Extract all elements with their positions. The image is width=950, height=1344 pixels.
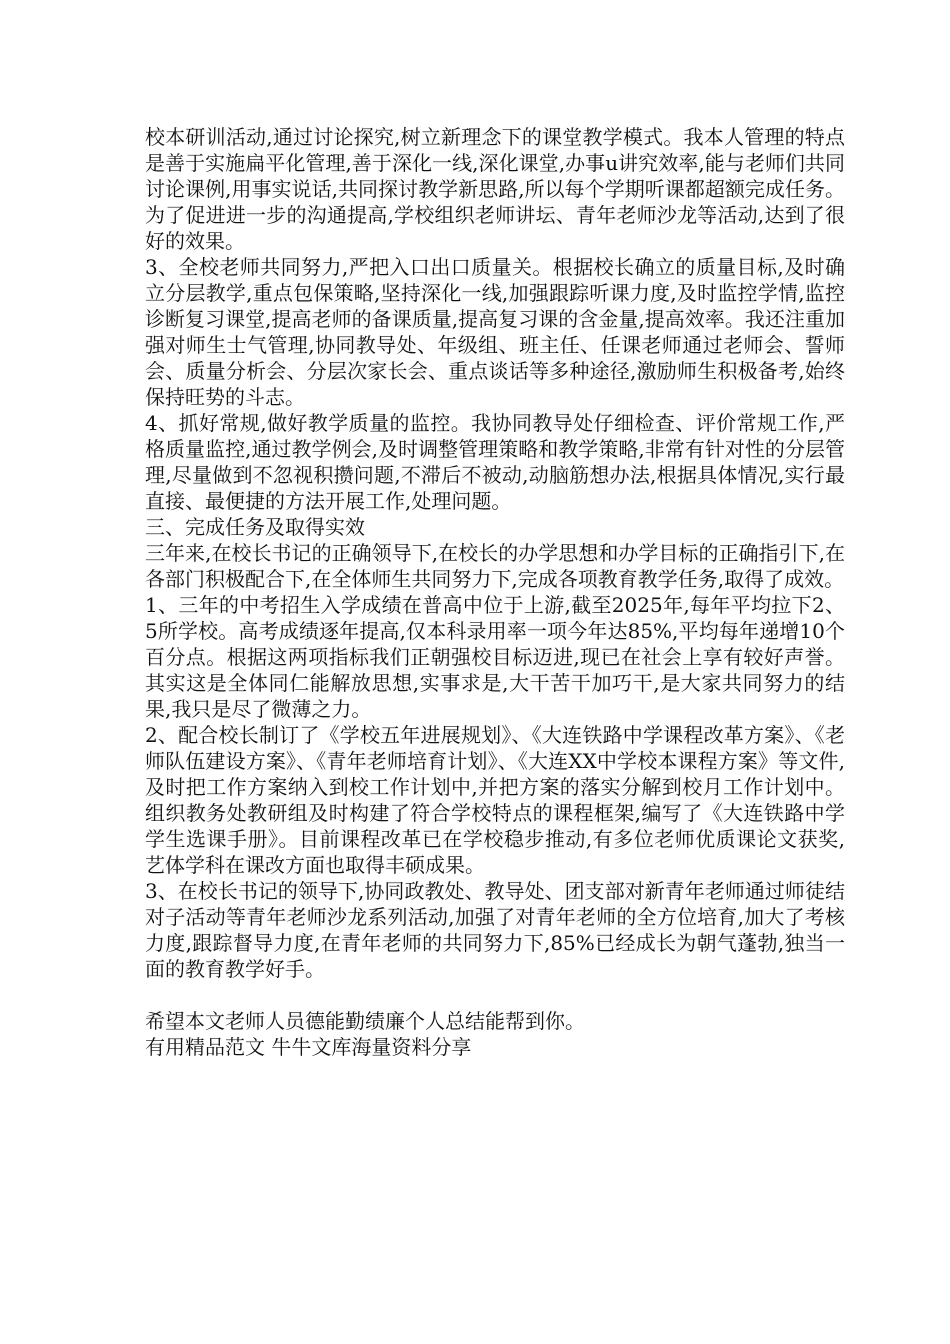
paragraph-exam-results: 1、三年的中考招生入学成绩在普高中位于上游,截至2025年,每年平均拉下2、5所学校。高考成绩逐年提高,仅本科录用率一项今年达85%,平均每年递增10个百分点。根据这两项指标我们正朝强校目标迈进,现已在社会上享有较好声誉。其实这是全体同仁能解放思想,实事求是,大干苦干加巧干,是大家共同努力的结果,我只是尽了微薄之力。 (145, 593, 845, 721)
paragraph-curriculum-reform: 2、配合校长制订了《学校五年进展规划》、《大连铁路中学课程改革方案》、《老师队伍建设方案》、《青年老师培育计划》、《大连XX中学校本课程方案》等文件,及时把工作方案纳入到校工作计划中,并把方案的落实分解到校月工作计划中。组织教务处教研组及时构建了符合学校特点的课程框架,编写了《大连铁路中学学生选课手册》。目前课程改革已在学校稳步推动,有多位老师优质课论文获奖,艺体学科在课改方面也取得丰硕成果。 (145, 723, 845, 877)
blank-line (145, 982, 845, 1008)
closing-wish: 希望本文老师人员德能勤绩廉个人总结能帮到你。 (145, 1009, 585, 1033)
closing-source-note: 有用精品范文 牛牛文库海量资料分享 (145, 1035, 472, 1059)
paragraph-three-years-summary: 三年来,在校长书记的正确领导下,在校长的办学思想和办学目标的正确指引下,在各部门积极配合下,在全体师生共同努力下,完成各项教育教学任务,取得了成效。 (145, 541, 845, 591)
section-heading-achievements: 三、完成任务及取得实效 (145, 515, 365, 539)
paragraph-young-teachers: 3、在校长书记的领导下,协同政教处、教导处、团支部对新青年老师通过师徒结对子活动等青年老师沙龙系列活动,加强了对青年老师的全方位培育,加大了考核力度,跟踪督导力度,在青年老师的共同努力下,85%已经成长为朝气蓬勃,独当一面的教育教学好手。 (145, 879, 845, 981)
paragraph-quality-control: 3、全校老师共同努力,严把入口出口质量关。根据校长确立的质量目标,及时确立分层教学,重点包保策略,坚持深化一线,加强跟踪听课力度,及时监控学情,监控诊断复习课堂,提高老师的备课质量,提高复习课的含金量,提高效率。我还注重加强对师生士气管理,协同教导处、年级组、班主任、任课老师通过老师会、誓师会、质量分析会、分层次家长会、重点谈话等多种途径,激励师生积极备考,始终保持旺势的斗志。 (145, 255, 845, 409)
paragraph-routine-monitoring: 4、抓好常规,做好教学质量的监控。我协同教导处仔细检查、评价常规工作,严格质量监控,通过教学例会,及时调整管理策略和教学策略,非常有针对性的分层管理,尽量做到不忽视积攒问题,不滞后不被动,动脑筋想办法,根据具体情况,实行最直接、最便捷的方法开展工作,处理问题。 (145, 411, 845, 513)
paragraph-training-activities: 校本研训活动,通过讨论探究,树立新理念下的课堂教学模式。我本人管理的特点是善于实施扁平化管理,善于深化一线,深化课堂,办事u讲究效率,能与老师们共同讨论课例,用事实说话,共同探讨教学新思路,所以每个学期听课都超额完成任务。为了促进进一步的沟通提高,学校组织老师讲坛、青年老师沙龙等活动,达到了很好的效果。 (145, 125, 845, 253)
document-body (145, 124, 845, 1060)
